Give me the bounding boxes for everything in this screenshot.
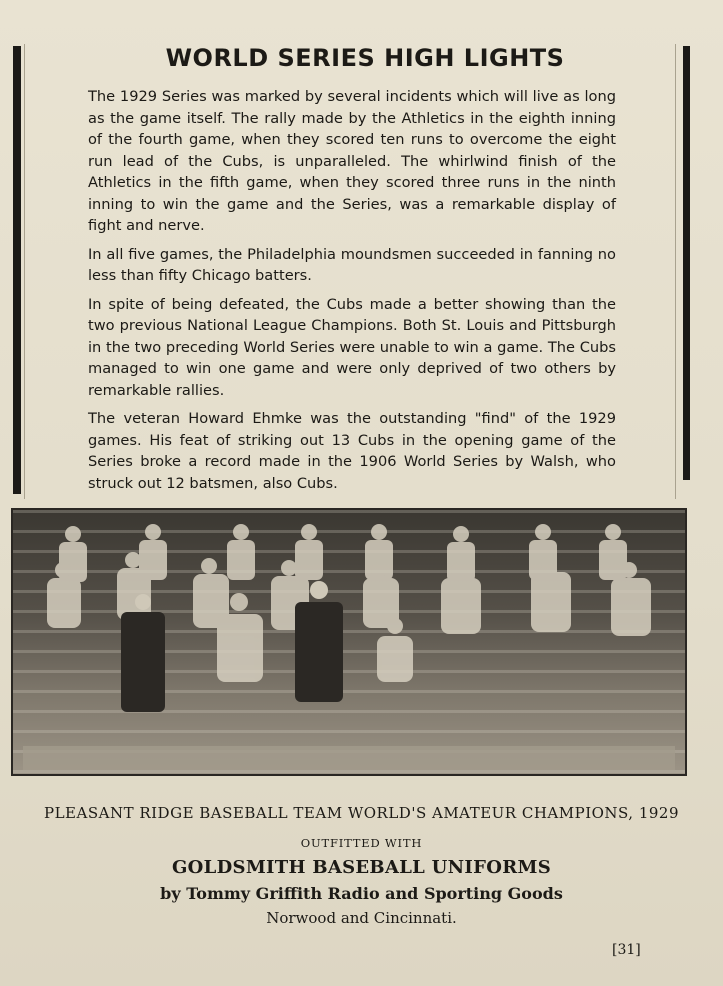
article-paragraph: In spite of being defeated, the Cubs made a better showing than the two previous National League Champions. Both St. Louis and Pittsburgh in the two preceding World Series were unable to win a game. The Cubs managed to win one game and were only deprived of two others by remarkable rallies. [88,295,616,399]
article-paragraph: The 1929 Series was marked by several incidents which will live as long as the game itself. The rally made by the Athletics in the eighth inning of the fourth game, when they scored ten runs to overcome the eight run lead of the Cubs, is unparalleled. The whirlwind finish of the Athletics in the fifth game, when they scored three runs in the ninth inning to win the game and the Series, was a remarkable display of fight and nerve. [88,88,616,234]
right-decorative-rule [683,46,690,480]
page-number: [31] [612,942,641,958]
article-title: WORLD SERIES HIGH LIGHTS [165,44,565,72]
product-heading: GOLDSMITH BASEBALL UNIFORMS [172,857,551,878]
retailer-line: by Tommy Griffith Radio and Sporting Goods [160,884,563,903]
team-caption: PLEASANT RIDGE BASEBALL TEAM WORLD'S AMATEUR CHAMPIONS, 1929 [44,804,679,822]
article-paragraph: The veteran Howard Ehmke was the outstanding "find" of the 1929 games. His feat of striking out 13 Cubs in the opening game of the Series broke a record made in the 1906 World Series by Walsh, who struck out 12 batsmen, also Cubs. [88,410,616,492]
article-body [88,86,616,501]
outfitted-label: OUTFITTED WITH [300,836,423,850]
location-line: Norwood and Cincinnati. [266,909,457,927]
team-photo [11,508,687,776]
article-paragraph: In all five games, the Philadelphia moundsmen succeeded in fanning no less than fifty Chicago batters. [88,245,616,284]
team-players-silhouettes [13,510,685,774]
left-decorative-rule [13,46,21,494]
